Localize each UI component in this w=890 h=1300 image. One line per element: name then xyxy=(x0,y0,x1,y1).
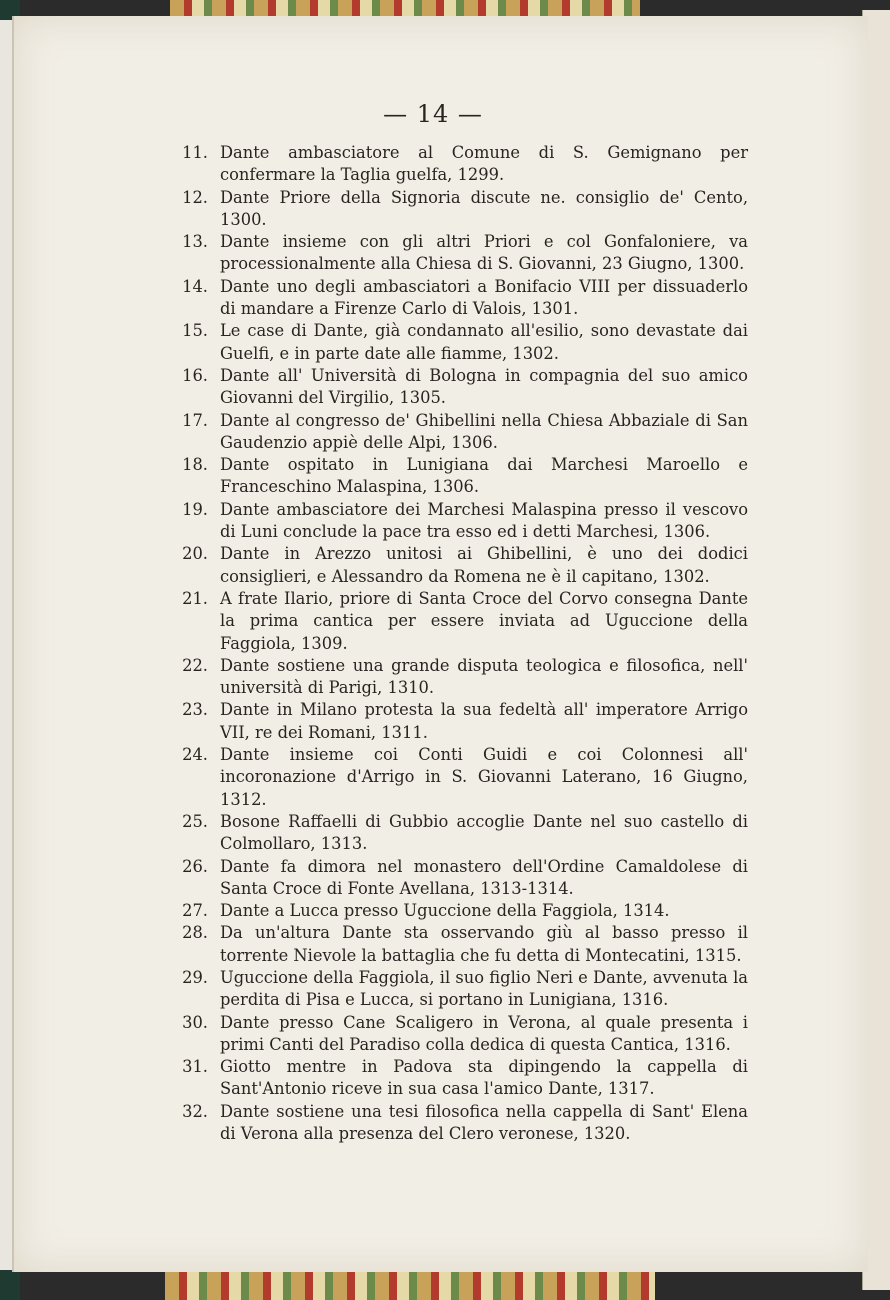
entry-number: 20. xyxy=(182,544,208,564)
entry-text: Dante ambasciatore dei Marchesi Malaspina presso il vescovo di Luni conclude la pace tra esso ed i detti Marchesi, 1306. xyxy=(220,499,748,542)
entry-number: 26. xyxy=(182,856,208,876)
entry-number: 28. xyxy=(182,923,208,943)
entry-number: 18. xyxy=(182,455,208,475)
list-item xyxy=(168,1056,748,1101)
list-item xyxy=(168,1101,748,1146)
list-item xyxy=(168,1012,748,1057)
entry-number: 12. xyxy=(182,187,208,207)
entry-number: 13. xyxy=(182,232,208,252)
entry-text: Dante presso Cane Scaligero in Verona, al quale presenta i primi Canti del Paradiso colla dedica di questa Cantica, 1316. xyxy=(220,1012,748,1054)
entry-number: 17. xyxy=(182,410,208,430)
list-item xyxy=(168,655,748,700)
entry-text: Dante ospitato in Lunigiana dai Marchesi Maroello e Franceschino Malaspina, 1306. xyxy=(220,455,748,497)
entry-number: 15. xyxy=(182,321,208,341)
entry-number: 19. xyxy=(182,499,208,519)
list-item xyxy=(168,454,748,499)
list-item xyxy=(168,811,748,856)
entry-number: 23. xyxy=(182,700,208,720)
entry-number: 32. xyxy=(182,1101,208,1121)
entry-text: Giotto mentre in Padova sta dipingendo la cappella di Sant'Antonio riceve in sua casa l'amico Dante, 1317. xyxy=(220,1057,748,1099)
list-item xyxy=(168,588,748,655)
list-item xyxy=(168,365,748,410)
list-item xyxy=(168,967,748,1012)
entry-text: A frate Ilario, priore di Santa Croce del Corvo consegna Dante la prima cantica per essere inviata ad Uguccione della Faggiola, 1309. xyxy=(220,588,748,653)
entry-text: Dante all' Università di Bologna in compagnia del suo amico Giovanni del Virgilio, 1305. xyxy=(220,365,748,408)
list-item xyxy=(168,187,748,232)
entry-number: 27. xyxy=(182,901,208,921)
page-number: — 14 — xyxy=(383,100,483,128)
list-item xyxy=(168,320,748,365)
entry-text: Dante ambasciatore al Comune di S. Gemignano per confermare la Taglia guelfa, 1299. xyxy=(220,143,748,185)
entry-number: 24. xyxy=(182,745,208,765)
entry-text: Dante in Arezzo unitosi ai Ghibellini, è uno dei dodici consiglieri, e Alessandro da Romena ne è il capitano, 1302. xyxy=(220,544,748,586)
entry-number: 11. xyxy=(182,143,208,162)
entry-text: Dante a Lucca presso Uguccione della Faggiola, 1314. xyxy=(220,901,670,921)
entry-text: Dante insieme con gli altri Priori e col Gonfaloniere, va processionalmente alla Chiesa di S. Giovanni, 23 Giugno, 1300. xyxy=(220,232,748,274)
list-item xyxy=(168,900,748,922)
list-item xyxy=(168,856,748,901)
list-item xyxy=(168,410,748,455)
entry-text: Dante Priore della Signoria discute ne. consiglio de' Cento, 1300. xyxy=(220,187,748,229)
entry-text: Dante sostiene una tesi filosofica nella cappella di Sant' Elena di Verona alla presenza del Clero veronese, 1320. xyxy=(220,1101,748,1144)
entry-text: Dante sostiene una grande disputa teologica e filosofica, nell' università di Parigi, 1310. xyxy=(220,655,748,698)
entry-text: Dante al congresso de' Ghibellini nella Chiesa Abbaziale di San Gaudenzio appiè delle Alpi, 1306. xyxy=(220,410,748,452)
list-item xyxy=(168,543,748,588)
entry-number: 21. xyxy=(182,588,208,608)
list-item xyxy=(168,499,748,544)
entry-number: 22. xyxy=(182,655,208,675)
entry-text: Bosone Raffaelli di Gubbio accoglie Dante nel suo castello di Colmollaro, 1313. xyxy=(220,811,748,854)
entry-text: Uguccione della Faggiola, il suo figlio Neri e Dante, avvenuta la perdita di Pisa e Lucca, si portano in Lunigiana, 1316. xyxy=(220,967,748,1010)
entry-number: 30. xyxy=(182,1012,208,1032)
list-item xyxy=(168,922,748,967)
entry-text: Le case di Dante, già condannato all'esilio, sono devastate dai Guelfi, e in parte date alle fiamme, 1302. xyxy=(220,321,748,363)
entry-text: Dante insieme coi Conti Guidi e coi Colonnesi all' incoronazione d'Arrigo in S. Giovanni Laterano, 16 Giugno, 1312. xyxy=(220,745,748,809)
list-item xyxy=(168,744,748,811)
chronology-list xyxy=(168,142,748,1145)
entry-number: 25. xyxy=(182,811,208,831)
entry-text: Da un'altura Dante sta osservando giù al basso presso il torrente Nievole la battaglia che fu detta di Montecatini, 1315. xyxy=(220,923,748,965)
entry-number: 16. xyxy=(182,365,208,385)
list-item xyxy=(168,231,748,276)
list-item xyxy=(168,142,748,187)
entry-number: 29. xyxy=(182,967,208,987)
entry-text: Dante fa dimora nel monastero dell'Ordine Camaldolese di Santa Croce di Fonte Avellana, 1313-1314. xyxy=(220,856,748,898)
entry-text: Dante in Milano protesta la sua fedeltà all' imperatore Arrigo VII, re dei Romani, 1311. xyxy=(220,700,748,742)
list-item xyxy=(168,276,748,321)
entry-text: Dante uno degli ambasciatori a Bonifacio VIII per dissuaderlo di mandare a Firenze Carlo di Valois, 1301. xyxy=(220,276,748,319)
entry-number: 14. xyxy=(182,276,208,296)
entry-number: 31. xyxy=(182,1057,208,1077)
list-item xyxy=(168,699,748,744)
